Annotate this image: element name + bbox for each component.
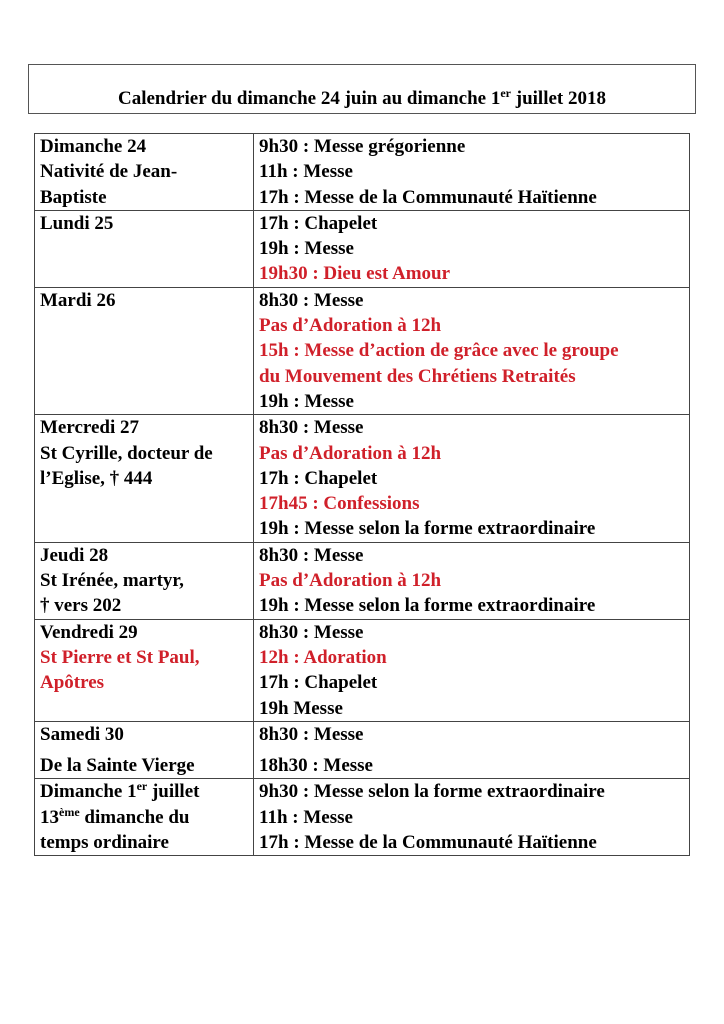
day-feast: l’Eglise, † 444: [40, 467, 153, 489]
table-row: [35, 210, 690, 287]
day-feast: Nativité de Jean-: [40, 161, 178, 183]
day-label-text-end: juillet: [147, 781, 200, 803]
event-line: 11h : Messe: [259, 806, 353, 828]
event-line: 8h30 : Messe: [259, 544, 364, 566]
table-row: [35, 134, 690, 211]
day-feast: Baptiste: [40, 186, 107, 208]
event-line: 19h : Messe selon la forme extraordinaire: [259, 595, 596, 617]
events-cell: [254, 210, 690, 287]
day-feast-superscript: ème: [59, 804, 80, 819]
day-label-superscript: er: [136, 779, 148, 794]
day-label: Mardi 26: [40, 289, 116, 311]
event-line: 8h30 : Messe: [259, 289, 364, 311]
event-line: 9h30 : Messe grégorienne: [259, 136, 466, 157]
event-line: 18h30 : Messe: [259, 755, 373, 777]
event-line-highlight: 15h : Messe d’action de grâce avec le groupe: [259, 340, 619, 362]
table-row: [35, 721, 690, 779]
events-cell: [254, 134, 690, 211]
events-cell: [254, 415, 690, 542]
event-line: 11h : Messe: [259, 161, 353, 183]
day-feast: † vers 202: [40, 595, 122, 617]
day-label: Jeudi 28: [40, 544, 109, 566]
event-line: 8h30 : Messe: [259, 417, 364, 439]
day-feast: [40, 805, 253, 830]
day-label: Mercredi 27: [40, 417, 140, 439]
day-cell: [35, 415, 254, 542]
day-cell: [35, 721, 254, 779]
table-row: [35, 415, 690, 542]
events-cell: [254, 542, 690, 619]
event-line-highlight: Pas d’Adoration à 12h: [259, 442, 442, 464]
day-cell: [35, 779, 254, 856]
day-cell: [35, 134, 254, 211]
event-line: 19h : Messe selon la forme extraordinaire: [259, 518, 596, 540]
day-label: Vendredi 29: [40, 621, 138, 643]
day-label: Dimanche 24: [40, 136, 147, 157]
event-line: 19h : Messe: [259, 390, 354, 412]
event-line: 17h : Messe de la Communauté Haïtienne: [259, 186, 597, 208]
day-feast-text: 13: [40, 806, 59, 828]
day-feast: St Cyrille, docteur de: [40, 442, 213, 464]
day-cell: [35, 210, 254, 287]
event-line: 8h30 : Messe: [259, 621, 364, 643]
event-line-highlight: 19h30 : Dieu est Amour: [259, 263, 451, 285]
table-row: [35, 542, 690, 619]
title-text-end: juillet 2018: [511, 88, 606, 109]
event-line: 19h : Messe: [259, 238, 354, 260]
event-line: 19h Messe: [259, 697, 343, 719]
event-line: 17h : Messe de la Communauté Haïtienne: [259, 832, 597, 854]
day-cell: [35, 619, 254, 721]
day-label: Lundi 25: [40, 212, 114, 234]
page-title: [29, 87, 695, 111]
event-line: 9h30 : Messe selon la forme extraordinaire: [259, 781, 605, 803]
day-feast: St Irénée, martyr,: [40, 570, 184, 592]
table-row: [35, 619, 690, 721]
day-feast-text-end: dimanche du: [79, 806, 190, 828]
day-label-text: Dimanche 1: [40, 781, 137, 803]
title-superscript: er: [500, 86, 511, 100]
event-line-highlight: Pas d’Adoration à 12h: [259, 315, 442, 337]
day-feast-highlight: St Pierre et St Paul,: [40, 646, 200, 668]
table-row: [35, 287, 690, 414]
events-cell: [254, 721, 690, 779]
event-line-highlight: 12h : Adoration: [259, 646, 387, 668]
day-cell: [35, 287, 254, 414]
day-feast: De la Sainte Vierge: [40, 755, 195, 777]
events-cell: [254, 619, 690, 721]
schedule-table: [34, 133, 690, 856]
event-line: 8h30 : Messe: [259, 723, 364, 745]
event-line-highlight: Pas d’Adoration à 12h: [259, 570, 442, 592]
title-box: [28, 64, 696, 114]
day-label: Samedi 30: [40, 723, 124, 745]
day-feast: temps ordinaire: [40, 832, 169, 854]
day-label: [40, 779, 253, 804]
events-cell: [254, 287, 690, 414]
event-line-highlight: 17h45 : Confessions: [259, 493, 420, 515]
event-line: 17h : Chapelet: [259, 467, 378, 489]
events-cell: [254, 779, 690, 856]
event-line: 17h : Chapelet: [259, 212, 378, 234]
day-cell: [35, 542, 254, 619]
title-text: Calendrier du dimanche 24 juin au dimanche 1: [118, 88, 501, 109]
event-line: 17h : Chapelet: [259, 672, 378, 694]
day-feast-highlight: Apôtres: [40, 672, 105, 694]
table-row: [35, 779, 690, 856]
event-line-highlight: du Mouvement des Chrétiens Retraités: [259, 365, 576, 387]
